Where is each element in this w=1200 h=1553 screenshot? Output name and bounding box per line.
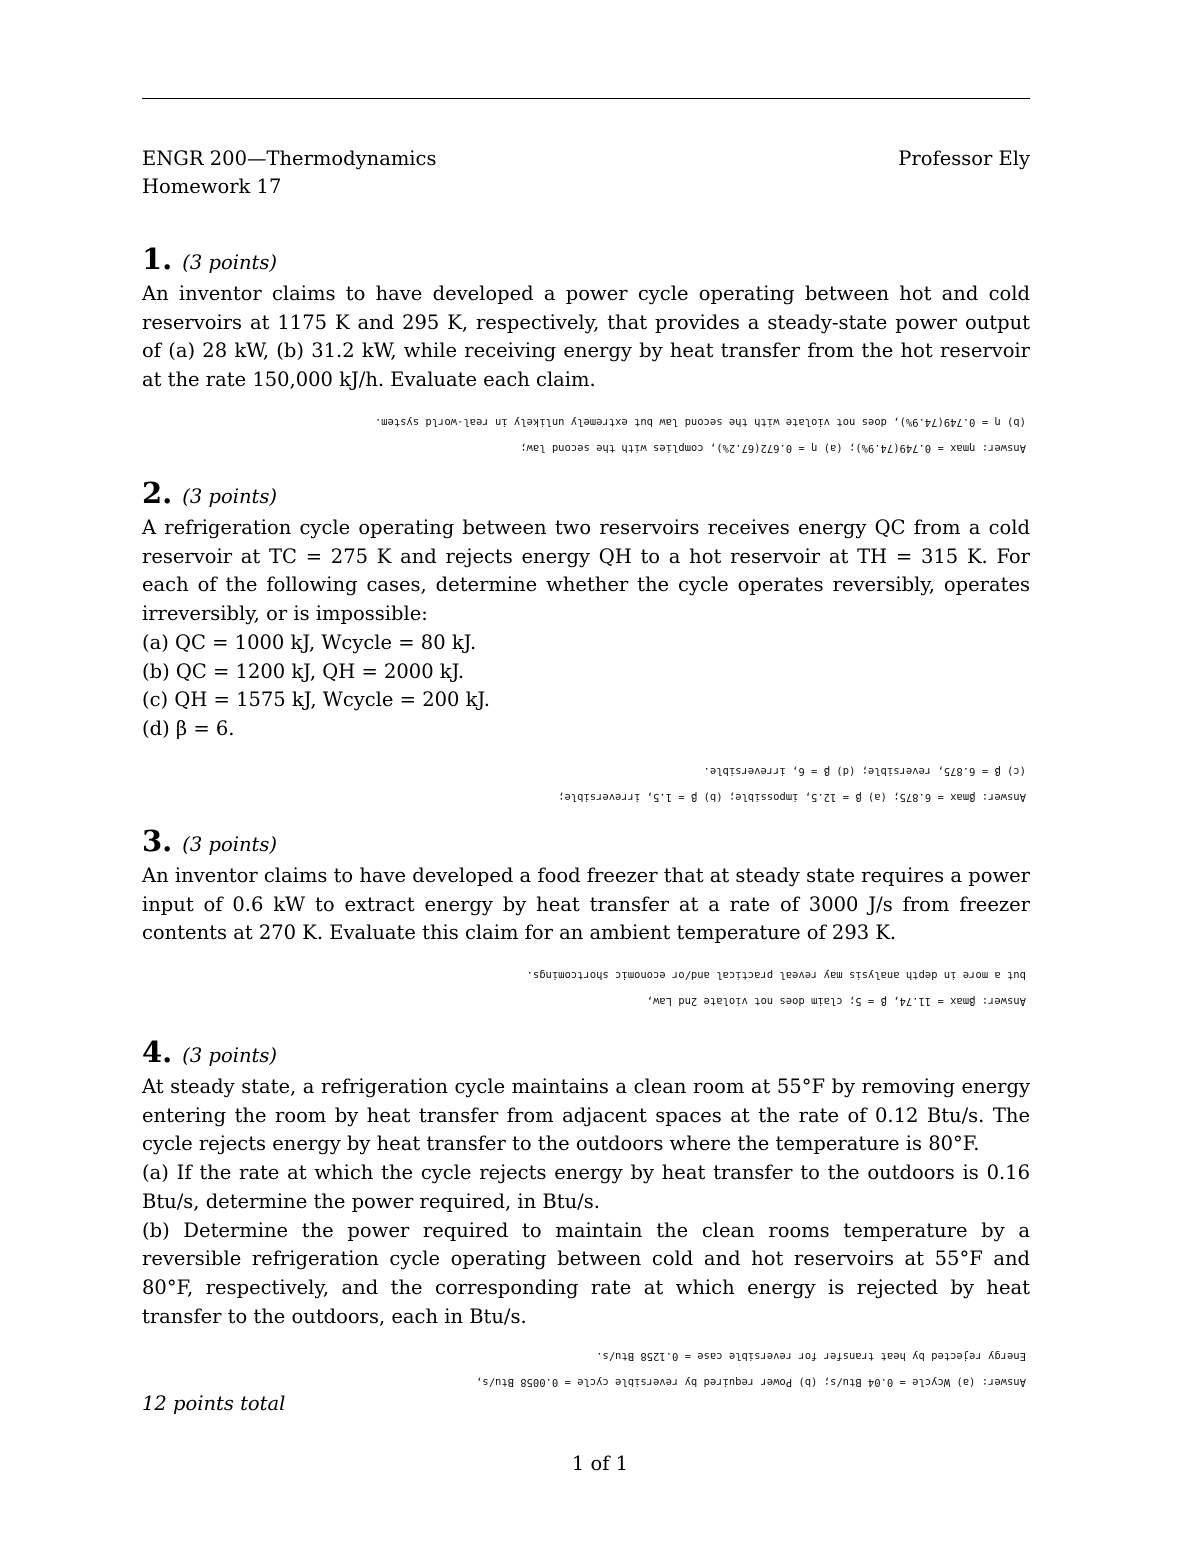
problem-statement	[142, 862, 1030, 948]
assignment-title: Homework 17	[142, 175, 282, 198]
case-d: (d) β = 6.	[142, 716, 235, 740]
problem-number: 2.	[142, 476, 173, 510]
problem-text: An inventor claims to have developed a power cycle operating between hot and cold reservoirs at 1175 K and 295 K, respectively, that provides a steady-state power output of (a) 28 kW, (b) 31.2 kW, while receiving energy by heat transfer from the hot reservoir at the rate 150,000 kJ/h. Evaluate each claim.	[142, 282, 1030, 392]
problem-text: At steady state, a refrigeration cycle maintains a clean room at 55°F by removing energy entering the room by heat transfer from adjacent spaces at the rate of 0.12 Btu/s. The cycle rejects energy by heat transfer to the outdoors where the temperature is 80°F.	[142, 1075, 1030, 1156]
course-title: ENGR 200—Thermodynamics	[142, 147, 437, 170]
part-b: (b) Determine the power required to maintain the clean rooms temperature by a reversible refrigeration cycle operating between cold and hot reservoirs at 55°F and 80°F, respectively, and the corresponding rate at which energy is rejected by heat transfer to the outdoors, each in Btu/s.	[142, 1218, 1030, 1328]
points-total: 12 points total	[142, 1392, 286, 1415]
professor-name: Professor Ely	[898, 147, 1030, 170]
problem-heading	[142, 1037, 1030, 1071]
problem-text: An inventor claims to have developed a food freezer that at steady state requires a power input of 0.6 kW to extract energy by heat transfer at a rate of 3000 J/s from freezer contents at 270 K. Evaluate this claim for an ambient temperature of 293 K.	[142, 864, 1030, 945]
answer-line: (c) β = 6.875, reversible; (d) β = 6, irreversible.	[703, 764, 1026, 777]
answer-line: Answer: (a) Wcycle = 0.04 Btu/s; (b) Power required by reversible cycle = 0.0058 Btu/s,	[476, 1376, 1026, 1389]
problem-heading	[142, 244, 1030, 278]
problem-number: 3.	[142, 824, 173, 858]
upside-down-answer	[142, 962, 1030, 1014]
header-left	[142, 145, 436, 201]
answer-line: Answer: ηmax = 0.749(74.9%); (a) η = 0.672(67.2%), complies with the second law;	[520, 441, 1026, 454]
problem-statement	[142, 1073, 1030, 1331]
problem-points: (3 points)	[182, 1044, 277, 1067]
problem-2	[142, 478, 1030, 810]
case-b: (b) QC = 1200 kJ, QH = 2000 kJ.	[142, 659, 465, 683]
answer-line: (b) η = 0.749(74.9%), does not violate with the second law but extremely unlikely in real-world system.	[374, 415, 1026, 428]
page-number: 1 of 1	[571, 1452, 629, 1475]
case-c: (c) QH = 1575 kJ, Wcycle = 200 kJ.	[142, 688, 490, 712]
problem-3	[142, 826, 1030, 1014]
problem-statement	[142, 514, 1030, 744]
answer-line: Answer: βmax = 11.74, β = 5; claim does not violate 2nd Law,	[646, 995, 1026, 1008]
upside-down-answer	[142, 1343, 1030, 1395]
problem-heading	[142, 478, 1030, 512]
answer-line: but a more in depth analysis may reveal practical and/or economic shortcomings.	[526, 969, 1026, 982]
problem-points: (3 points)	[182, 833, 277, 856]
problem-4	[142, 1037, 1030, 1395]
problem-text: A refrigeration cycle operating between two reservoirs receives energy QC from a cold reservoir at TC = 275 K and rejects energy QH to a hot reservoir at TH = 315 K. For each of the following cases, determine whether the cycle operates reversibly, operates irreversibly, or is impossible:	[142, 516, 1030, 626]
answer-line: Answer: βmax = 6.875; (a) β = 12.5, impossible; (b) β = 1.5, irreversible;	[558, 790, 1026, 803]
top-rule	[142, 98, 1030, 99]
problem-number: 4.	[142, 1035, 173, 1069]
upside-down-answer	[142, 409, 1030, 461]
upside-down-answer	[142, 758, 1030, 810]
problem-heading	[142, 826, 1030, 860]
problem-1	[142, 244, 1030, 461]
problem-number: 1.	[142, 242, 173, 276]
case-a: (a) QC = 1000 kJ, Wcycle = 80 kJ.	[142, 630, 477, 654]
problem-points: (3 points)	[182, 251, 277, 274]
part-a: (a) If the rate at which the cycle rejects energy by heat transfer to the outdoors is 0.16 Btu/s, determine the power required, in Btu/s.	[142, 1161, 1030, 1213]
problem-points: (3 points)	[182, 485, 277, 508]
answer-line: Energy rejected by heat transfer for reversible case = 0.1258 Btu/s.	[596, 1350, 1026, 1363]
problem-statement	[142, 280, 1030, 395]
